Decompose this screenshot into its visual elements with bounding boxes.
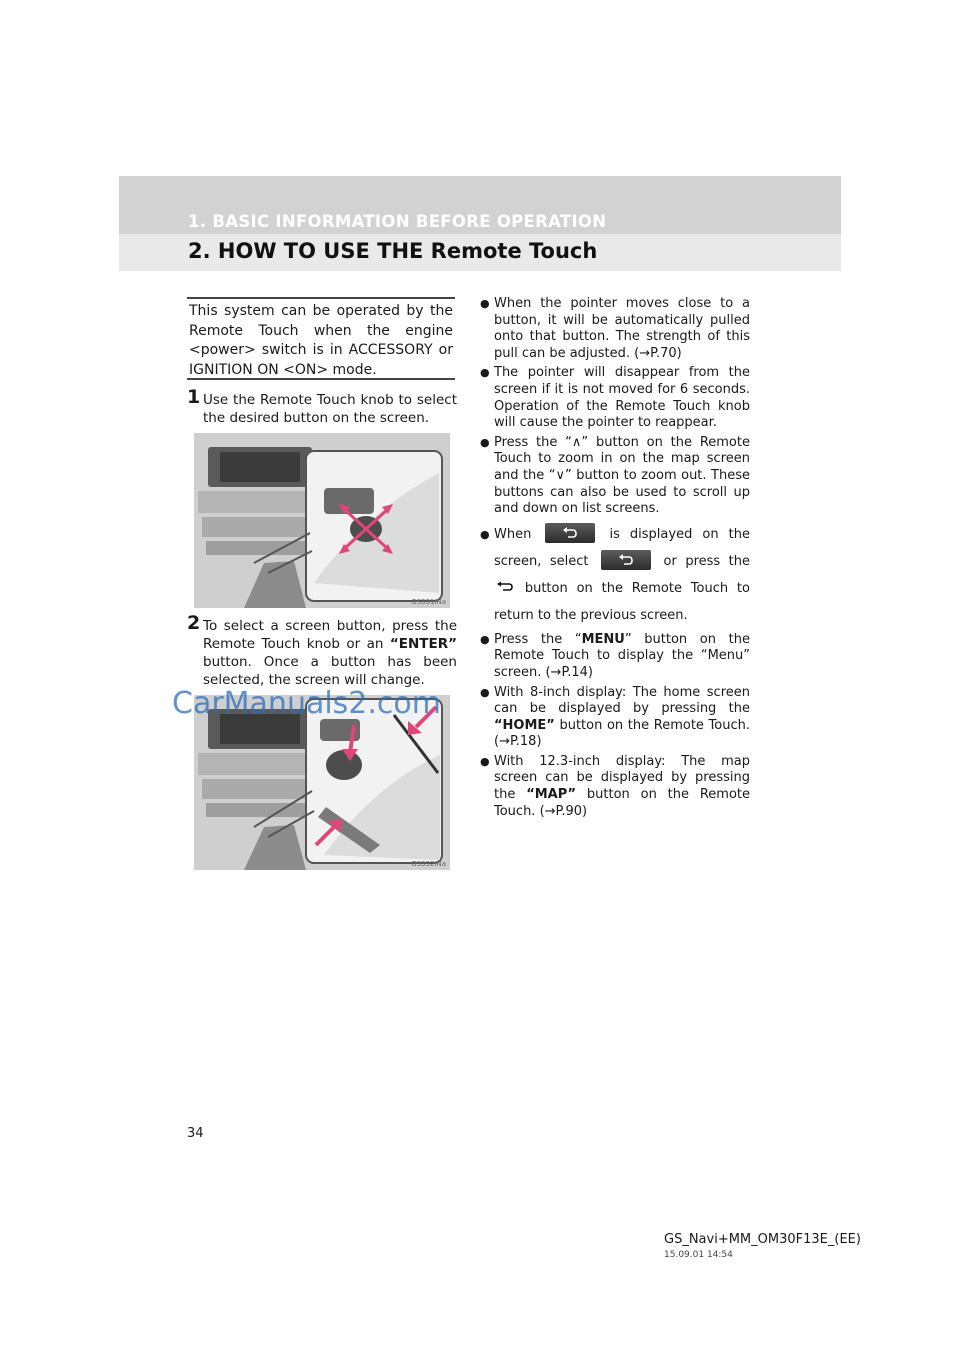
note-map: ● With 12.3-inch display: The map screen can be displayed by pressing the “MAP” button on the Remote Touch. (→P.90): [480, 754, 750, 820]
step-1: [187, 386, 457, 427]
photo-code: GS332INa: [411, 860, 446, 868]
notes-column: [480, 296, 750, 823]
document-timestamp: 15.09.01 14:54: [664, 1250, 733, 1260]
note-pointer: ● The pointer will disappear from the screen if it is not moved for 6 seconds. Operation of the Remote Touch knob will cause the pointer to reappear.: [480, 365, 750, 431]
step-2: [187, 612, 457, 689]
section-heading: 1. BASIC INFORMATION BEFORE OPERATION: [188, 212, 607, 231]
note-zoom: ● Press the “∧” button on the Remote Touch to zoom in on the map screen and the “∨” button to zoom out. These buttons can also be used to scroll up and down on list screens.: [480, 435, 750, 518]
note-menu: ● Press the “MENU” button on the Remote Touch to display the “Menu” screen. (→P.14): [480, 632, 750, 682]
enter-button-illustration: [194, 695, 450, 870]
header-band: [119, 176, 841, 271]
step-text: To select a screen button, press the Remote Touch knob or an “ENTER” button. Once a button has been selected, the screen will change.: [203, 618, 457, 688]
photo-remote-touch-knob: [194, 433, 450, 608]
note-back: ● When is displayed on the screen, select or press the button on the Remote Touch to return to the previous screen.: [480, 521, 750, 629]
step-number: 2: [187, 612, 201, 634]
intro-box: This system can be operated by the Remote Touch when the engine <power> switch is in ACCESSORY or IGNITION ON <ON> mode.: [187, 297, 455, 380]
photo-code: GS331INa: [411, 598, 446, 606]
step-number: 1: [187, 386, 201, 408]
page-number: 34: [187, 1126, 204, 1141]
back-button-icon: [545, 523, 595, 543]
remote-touch-illustration: [194, 433, 450, 608]
page-title: 2. HOW TO USE THE Remote Touch: [188, 239, 598, 263]
note-home: ● With 8-inch display: The home screen can be displayed by pressing the “HOME” button on the Remote Touch. (→P.18): [480, 685, 750, 751]
back-button-icon: [601, 550, 651, 570]
back-arrow-icon: [496, 581, 514, 593]
watermark: CarManuals2.com: [172, 686, 442, 721]
document-code: GS_Navi+MM_OM30F13E_(EE): [664, 1232, 861, 1247]
photo-enter-button: [194, 695, 450, 870]
note-pull: ● When the pointer moves close to a button, it will be automatically pulled onto that button. The strength of this pull can be adjusted. (→P.70): [480, 296, 750, 362]
step-text: Use the Remote Touch knob to select the desired button on the screen.: [203, 392, 457, 426]
enter-label: “ENTER”: [389, 636, 457, 652]
